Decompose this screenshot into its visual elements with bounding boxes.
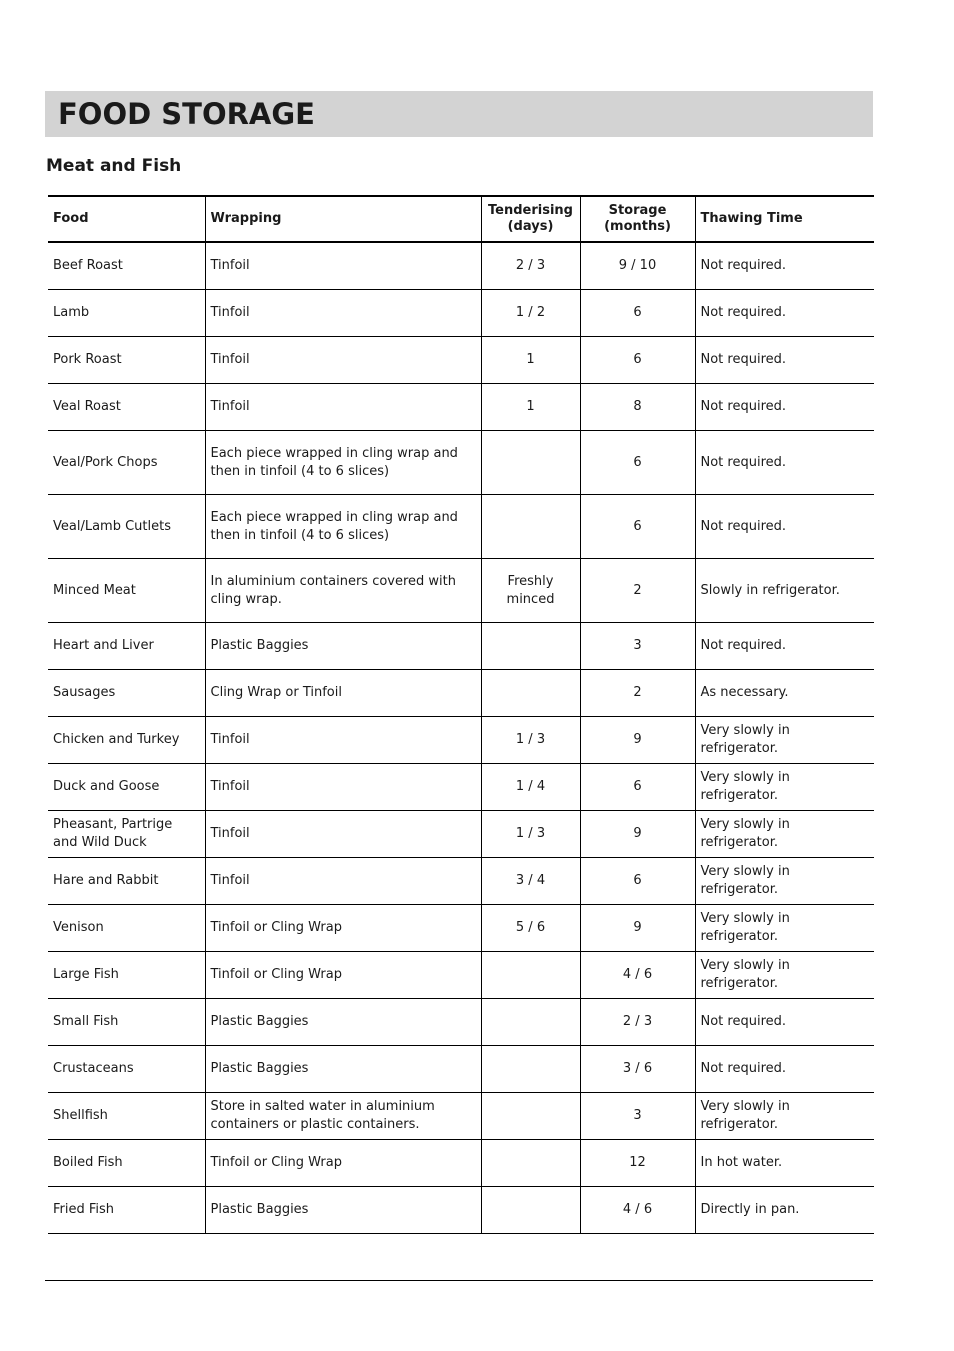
- table-row: [48, 764, 874, 811]
- table-header-row: [48, 196, 874, 242]
- cell-storage: 3: [580, 1093, 695, 1140]
- cell-food: Boiled Fish: [48, 1140, 205, 1187]
- cell-storage: 2: [580, 559, 695, 623]
- cell-thawing: Not required.: [695, 337, 874, 384]
- cell-food: Veal/Pork Chops: [48, 431, 205, 495]
- header-thawing: Thawing Time: [695, 196, 874, 242]
- cell-food: Pheasant, Partrige and Wild Duck: [48, 811, 205, 858]
- cell-tenderising: [481, 952, 580, 999]
- cell-thawing: Very slowly in refrigerator.: [695, 1093, 874, 1140]
- cell-storage: 2: [580, 670, 695, 717]
- cell-thawing: Very slowly in refrigerator.: [695, 764, 874, 811]
- table-row: [48, 384, 874, 431]
- cell-storage: 3 / 6: [580, 1046, 695, 1093]
- cell-thawing: Not required.: [695, 999, 874, 1046]
- table-row: [48, 811, 874, 858]
- cell-thawing: Very slowly in refrigerator.: [695, 905, 874, 952]
- cell-thawing: Very slowly in refrigerator.: [695, 858, 874, 905]
- cell-wrapping: Tinfoil or Cling Wrap: [205, 952, 481, 999]
- table-row: [48, 337, 874, 384]
- cell-wrapping: Tinfoil: [205, 290, 481, 337]
- cell-food: Sausages: [48, 670, 205, 717]
- cell-wrapping: Each piece wrapped in cling wrap and then in tinfoil (4 to 6 slices): [205, 431, 481, 495]
- section-subtitle: Meat and Fish: [46, 156, 182, 176]
- cell-tenderising: Freshly minced: [481, 559, 580, 623]
- cell-food: Hare and Rabbit: [48, 858, 205, 905]
- cell-tenderising: 1 / 4: [481, 764, 580, 811]
- cell-storage: 4 / 6: [580, 952, 695, 999]
- cell-tenderising: 1 / 3: [481, 811, 580, 858]
- header-tenderising: [481, 196, 580, 242]
- cell-storage: 6: [580, 431, 695, 495]
- table-row: [48, 905, 874, 952]
- table-row: [48, 999, 874, 1046]
- cell-wrapping: Tinfoil: [205, 384, 481, 431]
- cell-food: Shellfish: [48, 1093, 205, 1140]
- table-row: [48, 1140, 874, 1187]
- cell-thawing: Very slowly in refrigerator.: [695, 811, 874, 858]
- cell-tenderising: [481, 1187, 580, 1234]
- cell-food: Venison: [48, 905, 205, 952]
- cell-wrapping: Tinfoil: [205, 764, 481, 811]
- cell-wrapping: Store in salted water in aluminium containers or plastic containers.: [205, 1093, 481, 1140]
- cell-food: Lamb: [48, 290, 205, 337]
- cell-tenderising: 2 / 3: [481, 242, 580, 290]
- cell-thawing: Not required.: [695, 1046, 874, 1093]
- cell-wrapping: Plastic Baggies: [205, 623, 481, 670]
- header-storage-line1: Storage: [608, 203, 667, 218]
- cell-wrapping: Each piece wrapped in cling wrap and then in tinfoil (4 to 6 slices): [205, 495, 481, 559]
- cell-food: Duck and Goose: [48, 764, 205, 811]
- cell-food: Crustaceans: [48, 1046, 205, 1093]
- cell-storage: 4 / 6: [580, 1187, 695, 1234]
- cell-wrapping: Tinfoil or Cling Wrap: [205, 1140, 481, 1187]
- cell-tenderising: [481, 999, 580, 1046]
- cell-thawing: Slowly in refrigerator.: [695, 559, 874, 623]
- table-row: [48, 1187, 874, 1234]
- cell-food: Fried Fish: [48, 1187, 205, 1234]
- cell-storage: 2 / 3: [580, 999, 695, 1046]
- cell-wrapping: In aluminium containers covered with cling wrap.: [205, 559, 481, 623]
- cell-tenderising: 1 / 3: [481, 717, 580, 764]
- cell-thawing: Directly in pan.: [695, 1187, 874, 1234]
- header-storage-line2: (months): [604, 219, 671, 234]
- cell-storage: 9 / 10: [580, 242, 695, 290]
- cell-thawing: Very slowly in refrigerator.: [695, 717, 874, 764]
- food-storage-table: [48, 195, 874, 1234]
- section-title-bar: [45, 91, 873, 137]
- cell-tenderising: 5 / 6: [481, 905, 580, 952]
- cell-wrapping: Tinfoil: [205, 337, 481, 384]
- cell-tenderising: [481, 623, 580, 670]
- page-title: FOOD STORAGE: [58, 96, 315, 131]
- header-food: Food: [48, 196, 205, 242]
- cell-food: Chicken and Turkey: [48, 717, 205, 764]
- cell-storage: 6: [580, 290, 695, 337]
- table-row: [48, 495, 874, 559]
- table-row: [48, 670, 874, 717]
- cell-wrapping: Plastic Baggies: [205, 999, 481, 1046]
- cell-thawing: Not required.: [695, 431, 874, 495]
- cell-food: Minced Meat: [48, 559, 205, 623]
- table-row: [48, 717, 874, 764]
- table-row: [48, 1093, 874, 1140]
- table-row: [48, 242, 874, 290]
- cell-thawing: Not required.: [695, 242, 874, 290]
- cell-tenderising: [481, 1046, 580, 1093]
- table-row: [48, 1046, 874, 1093]
- cell-tenderising: [481, 1093, 580, 1140]
- cell-food: Heart and Liver: [48, 623, 205, 670]
- cell-food: Large Fish: [48, 952, 205, 999]
- cell-wrapping: Tinfoil: [205, 811, 481, 858]
- cell-storage: 8: [580, 384, 695, 431]
- header-tenderising-line1: Tenderising: [488, 203, 573, 218]
- cell-wrapping: Tinfoil or Cling Wrap: [205, 905, 481, 952]
- cell-thawing: Not required.: [695, 623, 874, 670]
- cell-thawing: In hot water.: [695, 1140, 874, 1187]
- table-row: [48, 952, 874, 999]
- footer-divider: [45, 1280, 873, 1281]
- table-row: [48, 623, 874, 670]
- cell-storage: 6: [580, 495, 695, 559]
- cell-storage: 6: [580, 764, 695, 811]
- cell-tenderising: [481, 431, 580, 495]
- cell-wrapping: Tinfoil: [205, 242, 481, 290]
- cell-tenderising: [481, 670, 580, 717]
- table-row: [48, 290, 874, 337]
- header-tenderising-line2: (days): [507, 219, 554, 234]
- cell-thawing: As necessary.: [695, 670, 874, 717]
- cell-thawing: Not required.: [695, 290, 874, 337]
- table-row: [48, 559, 874, 623]
- cell-wrapping: Tinfoil: [205, 717, 481, 764]
- cell-food: Small Fish: [48, 999, 205, 1046]
- cell-tenderising: 1 / 2: [481, 290, 580, 337]
- cell-tenderising: [481, 495, 580, 559]
- cell-tenderising: 1: [481, 384, 580, 431]
- table-row: [48, 858, 874, 905]
- cell-thawing: Not required.: [695, 384, 874, 431]
- cell-food: Veal Roast: [48, 384, 205, 431]
- cell-storage: 3: [580, 623, 695, 670]
- cell-storage: 6: [580, 337, 695, 384]
- cell-storage: 6: [580, 858, 695, 905]
- cell-tenderising: 1: [481, 337, 580, 384]
- cell-storage: 9: [580, 811, 695, 858]
- cell-wrapping: Tinfoil: [205, 858, 481, 905]
- cell-wrapping: Plastic Baggies: [205, 1046, 481, 1093]
- cell-thawing: Very slowly in refrigerator.: [695, 952, 874, 999]
- cell-wrapping: Plastic Baggies: [205, 1187, 481, 1234]
- cell-storage: 12: [580, 1140, 695, 1187]
- cell-tenderising: 3 / 4: [481, 858, 580, 905]
- cell-food: Veal/Lamb Cutlets: [48, 495, 205, 559]
- cell-storage: 9: [580, 905, 695, 952]
- cell-food: Beef Roast: [48, 242, 205, 290]
- header-wrapping: Wrapping: [205, 196, 481, 242]
- cell-thawing: Not required.: [695, 495, 874, 559]
- cell-wrapping: Cling Wrap or Tinfoil: [205, 670, 481, 717]
- cell-tenderising: [481, 1140, 580, 1187]
- cell-food: Pork Roast: [48, 337, 205, 384]
- cell-storage: 9: [580, 717, 695, 764]
- header-storage: [580, 196, 695, 242]
- table-row: [48, 431, 874, 495]
